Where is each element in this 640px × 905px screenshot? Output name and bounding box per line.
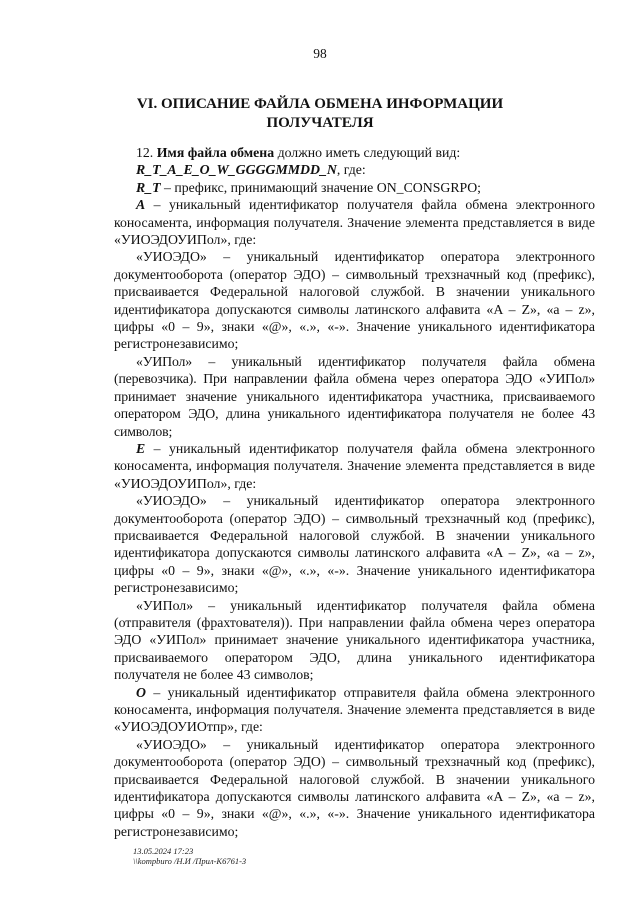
- e-uioedo-paragraph: «УИОЭДО» – уникальный идентификатор оператора электронного документооборота (оператор ЭДО) – символьный трехзначный код (префикс), присваивается Федеральной налоговой службой. В значении уникального идентификатора допускаются символы латинского алфавита «A – Z», «a – z», цифры «0 – 9», знаки «@», «.», «-». Значение уникального идентификатора регистронезависимо;: [114, 493, 595, 596]
- o-uioedo-paragraph: «УИОЭДО» – уникальный идентификатор оператора электронного документооборота (оператор ЭДО) – символьный трехзначный код (префикс), присваивается Федеральной налоговой службой. В значении уникального идентификатора допускаются символы латинского алфавита «A – Z», «a – z», цифры «0 – 9», знаки «@», «.», «-». Значение уникального идентификатора регистронезависимо;: [114, 736, 595, 839]
- paragraph-text: – уникальный идентификатор получателя файла обмена электронного коносамента, информация получателя. Значение элемента представляется в виде «УИОЭДОУИПол», где:: [114, 440, 595, 491]
- a-uioedo-paragraph: «УИОЭДО» – уникальный идентификатор оператора электронного документооборота (оператор ЭДО) – символьный трехзначный код (префикс), присваивается Федеральной налоговой службой. В значении уникального идентификатора допускаются символы латинского алфавита «A – Z», «a – z», цифры «0 – 9», знаки «@», «.», «-». Значение уникального идентификатора регистронезависимо;: [114, 249, 595, 352]
- section-title: VI. ОПИСАНИЕ ФАЙЛА ОБМЕНА ИНФОРМАЦИИ ПОЛУЧАТЕЛЯ: [136, 96, 504, 131]
- document-body: [114, 144, 595, 840]
- paragraph-12: [114, 144, 595, 161]
- paragraph-text: – уникальный идентификатор получателя файла обмена электронного коносамента, информация получателя. Значение элемента представляется в виде «УИОЭДОУИПол», где:: [114, 197, 595, 248]
- a-code: A: [136, 197, 146, 213]
- footer-date: 13.05.2024 17:23: [133, 846, 194, 856]
- e-definition: [114, 440, 595, 492]
- paragraph-number: 12.: [136, 145, 154, 160]
- a-uipol-paragraph: «УИПол» – уникальный идентификатор получателя файла обмена (перевозчика). При направлении файла обмена через оператора ЭДО «УИПол» принимает значение уникального идентификатора участника, присваиваемого оператором ЭДО, длина уникального идентификатора получателя не более 43 символов;: [114, 353, 595, 439]
- pattern-code: R_T_A_E_O_W_GGGGMMDD_N: [136, 162, 337, 178]
- o-code: O: [136, 684, 146, 700]
- page-number: 98: [313, 46, 327, 61]
- document-footer: [133, 846, 246, 866]
- paragraph-text: – префикс, принимающий значение ON_CONSGRPO;: [160, 179, 482, 195]
- prefix-code: R_T: [136, 179, 161, 195]
- a-definition: [114, 196, 595, 248]
- paragraph-text: – уникальный идентификатор отправителя файла обмена электронного коносамента, информация получателя. Значение элемента представляется в виде «УИОЭДОУИОтпр», где:: [114, 684, 595, 735]
- file-name-pattern: [114, 161, 595, 178]
- term-file-name: Имя файла обмена: [156, 145, 275, 160]
- e-uipol-paragraph: «УИПол» – уникальный идентификатор получателя файла обмена (отправителя (фрахтователя)). При направлении файла обмена через оператора ЭДО «УИПол» принимает значение уникального идентификатора участника, присваиваемого оператором ЭДО, длина уникального идентификатора получателя не более 43 символов;: [114, 597, 595, 683]
- paragraph-text: должно иметь следующий вид:: [274, 145, 461, 160]
- prefix-definition: [114, 179, 595, 196]
- footer-reference: \\kompburo /Н.И /Прил-К6761-3: [133, 856, 247, 866]
- o-definition: [114, 684, 595, 736]
- paragraph-text: , где:: [336, 162, 366, 178]
- e-code: E: [136, 440, 146, 456]
